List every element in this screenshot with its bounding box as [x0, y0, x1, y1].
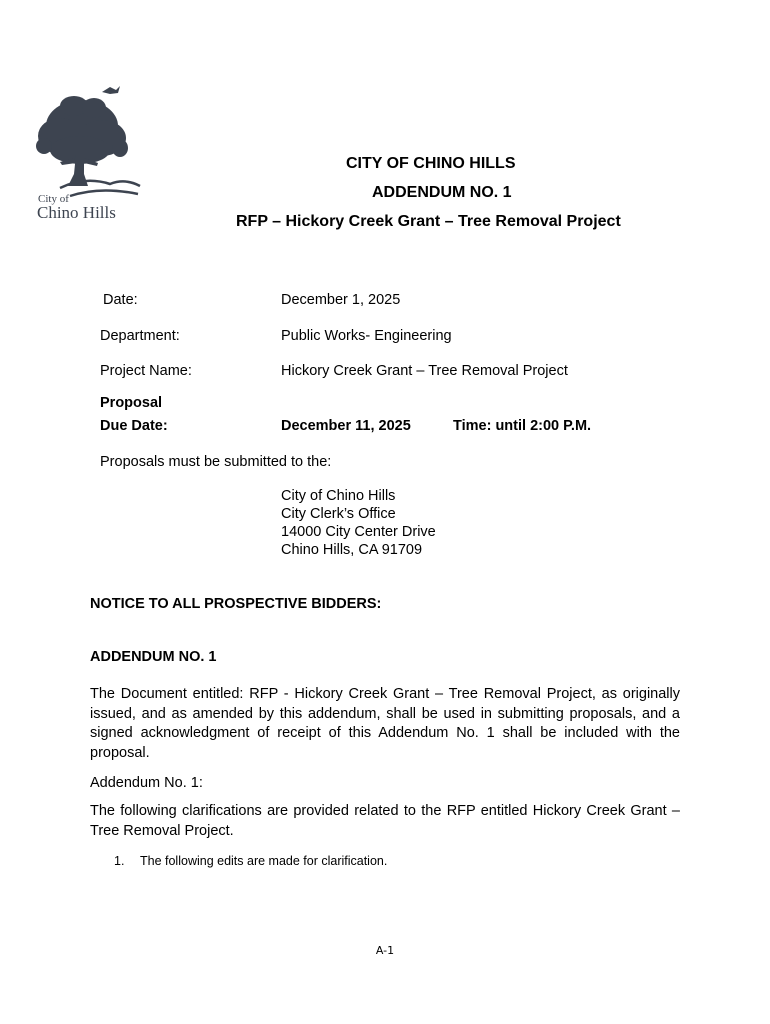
logo-city-of-text: City of — [38, 193, 69, 205]
date-label: Date: — [103, 292, 138, 308]
addendum-paragraph: The Document entitled: RFP - Hickory Creek Grant – Tree Removal Project, as originally issued, and as amended by this addendum, shall be used in submitting proposals, and a signed acknowledgment of receipt of this Addendum No. 1 shall be included with the proposal. — [90, 686, 680, 761]
logo-city-name-text: Chino Hills — [37, 203, 116, 222]
proposal-label: Proposal — [100, 395, 163, 411]
department-value: Public Works- Engineering — [281, 328, 452, 344]
department-label: Department: — [100, 328, 180, 344]
list-item-text: The following edits are made for clarification. — [140, 854, 388, 868]
address-line: City Clerk’s Office — [281, 506, 396, 522]
addendum-subheading: Addendum No. 1: — [90, 775, 203, 791]
title-addendum-number: ADDENDUM NO. 1 — [372, 184, 512, 201]
due-date-value: December 11, 2025 — [281, 418, 411, 434]
address-line: City of Chino Hills — [281, 488, 396, 504]
title-rfp-name: RFP – Hickory Creek Grant – Tree Removal Project — [236, 213, 621, 230]
title-city-name: CITY OF CHINO HILLS — [346, 155, 516, 172]
address-line: 14000 City Center Drive — [281, 524, 436, 540]
project-name-value: Hickory Creek Grant – Tree Removal Project — [281, 363, 568, 379]
due-date-label: Due Date: — [100, 418, 168, 434]
clarification-paragraph: The following clarifications are provided related to the RFP entitled Hickory Creek Grant – Tree Removal Project. — [90, 803, 680, 839]
addendum-heading: ADDENDUM NO. 1 — [90, 649, 217, 665]
date-value: December 1, 2025 — [281, 292, 401, 308]
notice-heading: NOTICE TO ALL PROSPECTIVE BIDDERS: — [90, 596, 382, 612]
address-line: Chino Hills, CA 91709 — [281, 542, 423, 558]
page-number: A-1 — [375, 944, 395, 957]
project-name-label: Project Name: — [100, 363, 192, 379]
list-item-number: 1. — [114, 854, 125, 868]
submission-intro: Proposals must be submitted to the: — [100, 454, 332, 470]
due-time-value: Time: until 2:00 P.M. — [453, 418, 592, 434]
